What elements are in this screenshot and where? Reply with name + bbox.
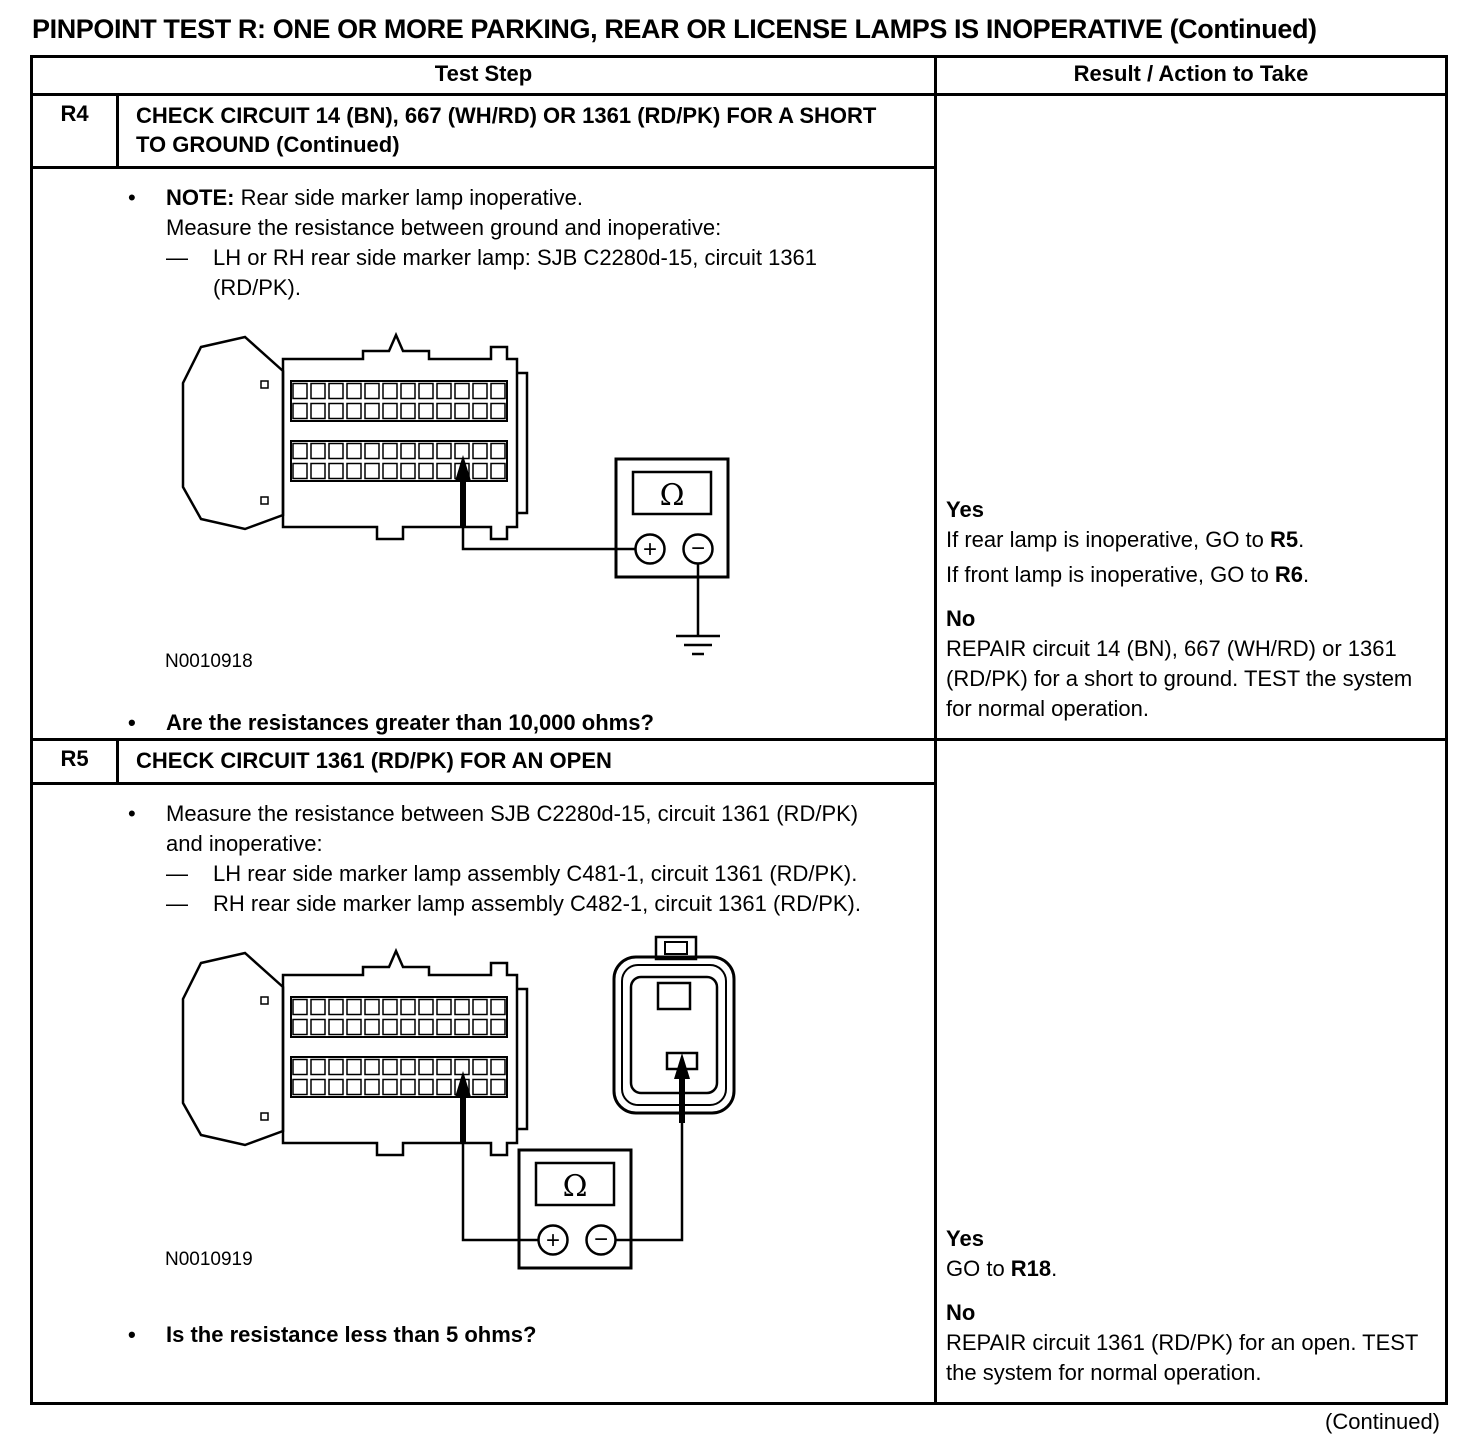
minus-sign: − (593, 1226, 609, 1253)
yes-label: Yes (946, 1226, 984, 1251)
result-text: . (1298, 527, 1305, 552)
ohm-symbol: Ω (659, 478, 685, 513)
step-title-r4: CHECK CIRCUIT 14 (BN), 667 (WH/RD) OR 1361 (RD/PK) FOR A SHORT TO GROUND (Continued) (136, 103, 877, 157)
result-text: GO to (946, 1256, 1011, 1281)
no-label: No (946, 606, 976, 631)
step-reference: R5 (1270, 527, 1299, 552)
yes-label: Yes (946, 497, 984, 522)
sub-item (166, 889, 889, 919)
page-title: PINPOINT TEST R: ONE OR MORE PARKING, REAR OR LICENSE LAMPS IS INOPERATIVE (Continued) (32, 14, 1317, 44)
step-reference: R18 (1010, 1256, 1052, 1281)
figure-number: N0010918 (165, 651, 253, 672)
r4-measurement-diagram (161, 309, 761, 674)
result-line (946, 560, 1433, 590)
lamp-connector-drawing (614, 937, 734, 1113)
sub-item (166, 243, 889, 303)
test-lead-wire (463, 527, 635, 549)
step-instructions-r5 (33, 785, 934, 1402)
bullet-marker: • (128, 801, 136, 826)
step-instructions-r4 (33, 169, 934, 738)
figure-r5 (161, 925, 934, 1308)
note-line (166, 183, 889, 213)
result-text: . (1051, 1256, 1058, 1281)
question-text: Is the resistance less than 5 ohms? (166, 1322, 537, 1347)
plus-sign: + (642, 536, 658, 563)
bullet-marker: • (128, 1322, 136, 1347)
test-lead-wire (463, 1143, 538, 1240)
note-label: NOTE: (166, 185, 235, 210)
result-line (946, 1254, 1433, 1284)
test-lead-wire (616, 1123, 683, 1240)
step-row-r5 (33, 738, 1445, 1402)
pinpoint-test-table (30, 55, 1448, 1405)
sub-item-text: LH or RH rear side marker lamp: SJB C2280d-15, circuit 1361 (RD/PK). (213, 245, 818, 300)
sjb-connector-drawing (183, 951, 527, 1155)
step-id-r5: R5 (33, 741, 119, 782)
instruction-line: Measure the resistance between ground and inoperative: (166, 215, 722, 240)
test-step-cell-r5 (33, 741, 934, 1402)
test-step-column-header: Test Step (434, 61, 533, 86)
sub-item-text: LH rear side marker lamp assembly C481-1, circuit 1361 (RD/PK). (213, 861, 858, 886)
result-cell-r4 (934, 96, 1445, 738)
multimeter-drawing (519, 1150, 631, 1268)
step-header-r4 (33, 96, 934, 169)
table-header-row (33, 58, 1445, 96)
result-cell-r5 (934, 741, 1445, 1402)
note-text: Rear side marker lamp inoperative. (240, 185, 583, 210)
result-text: . (1303, 562, 1310, 587)
no-action-text: REPAIR circuit 14 (BN), 667 (WH/RD) or 1361 (RD/PK) for a short to ground. TEST the system for normal operation. (946, 636, 1413, 721)
list-item (128, 799, 934, 919)
bullet-marker: • (128, 710, 136, 735)
minus-sign: − (690, 535, 706, 562)
bullet-marker: • (128, 185, 136, 210)
r5-measurement-diagram (161, 925, 761, 1300)
question-text: Are the resistances greater than 10,000 ohms? (166, 710, 654, 735)
list-item-text (166, 799, 934, 919)
dash-marker: — (166, 245, 188, 270)
continued-note: (Continued) (1325, 1409, 1440, 1434)
result-column-header: Result / Action to Take (934, 58, 1445, 93)
step-header-r5 (33, 741, 934, 785)
step-row-r4 (33, 96, 1445, 738)
question-line-r5 (128, 1320, 934, 1350)
multimeter-drawing (616, 459, 728, 577)
step-reference: R6 (1274, 562, 1304, 587)
figure-number: N0010919 (165, 1249, 253, 1270)
test-step-cell-r4 (33, 96, 934, 738)
ohm-symbol: Ω (562, 1169, 588, 1204)
dash-marker: — (166, 861, 188, 886)
step-id-r4: R4 (33, 96, 119, 166)
step-title-r5: CHECK CIRCUIT 1361 (RD/PK) FOR AN OPEN (136, 748, 612, 773)
figure-r4 (161, 309, 934, 682)
question-line-r4 (128, 708, 934, 738)
no-action-text: REPAIR circuit 1361 (RD/PK) for an open. TEST the system for normal operation. (946, 1330, 1418, 1385)
list-item (128, 183, 934, 303)
result-line (946, 525, 1433, 555)
instruction-line: Measure the resistance between SJB C2280d-15, circuit 1361 (RD/PK) and inoperative: (166, 801, 859, 856)
result-text: If rear lamp is inoperative, GO to (946, 527, 1271, 552)
sjb-connector-drawing (183, 335, 527, 539)
dash-marker: — (166, 891, 188, 916)
list-item-text (166, 183, 934, 303)
result-text: If front lamp is inoperative, GO to (946, 562, 1275, 587)
sub-item-text: RH rear side marker lamp assembly C482-1, circuit 1361 (RD/PK). (213, 891, 861, 916)
sub-item (166, 859, 889, 889)
no-label: No (946, 1300, 976, 1325)
plus-sign: + (545, 1227, 561, 1254)
